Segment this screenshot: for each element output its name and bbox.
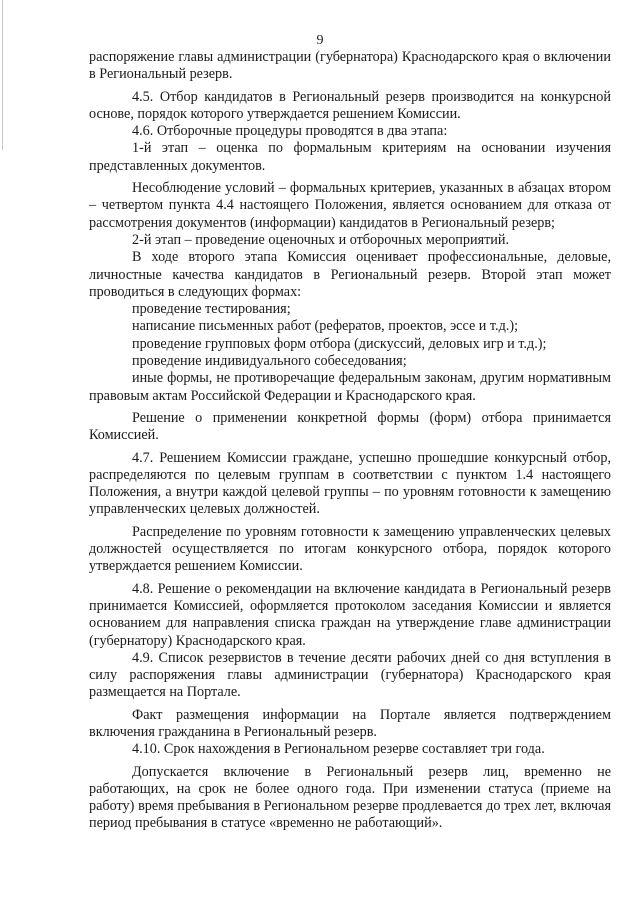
list-item-group-forms: проведение групповых форм отбора (дискуссий, деловых игр и т.д.); <box>132 335 547 352</box>
paragraph-temporary-unemployed: Допускается включение в Региональный резерв лиц, временно не работающих, на срок не более одного года. При изменении статуса (приеме на работу) время пребывания в Региональном резерве продлевается до трех лет, включая период пребывания в статусе «временно не работающий». <box>89 763 611 832</box>
list-item-other-forms: иные формы, не противоречащие федеральным законам, другим нормативным правовым актам Российской Федерации и Краснодарского края. <box>89 370 611 404</box>
paragraph-continuation: распоряжение главы администрации (губернатора) Краснодарского края о включении в Региональный резерв. <box>89 49 611 83</box>
paragraph-4-8: 4.8. Решение о рекомендации на включение кандидата в Региональный резерв принимается Комиссией, оформляется протоколом заседания Комиссии и является основанием для направления списка граждан на утверждение главе администрации (губернатору) Краснодарского края. <box>89 580 611 649</box>
list-item-written-works: написание письменных работ (рефератов, проектов, эссе и т.д.); <box>132 318 519 335</box>
document-body <box>89 49 611 833</box>
scan-edge-line <box>2 0 3 150</box>
paragraph-portal-fact: Факт размещения информации на Портале является подтверждением включения гражданина в Региональный резерв. <box>89 706 611 740</box>
list-item-testing: проведение тестирования; <box>132 301 291 318</box>
paragraph-stage-2: 2-й этап – проведение оценочных и отборочных мероприятий. <box>132 231 510 248</box>
paragraph-form-decision: Решение о применении конкретной формы (форм) отбора принимается Комиссией. <box>89 409 611 444</box>
paragraph-second-stage-forms: В ходе второго этапа Комиссия оценивает профессиональные, деловые, личностные качества кандидатов в Региональный резерв. Второй этап может проводиться в следующих формах: <box>89 249 611 300</box>
paragraph-distribution: Распределение по уровням готовности к замещению управленческих целевых должностей осуществляется по итогам конкурсного отбора, порядок которого утверждается решением Комиссии. <box>89 523 611 575</box>
list-item-interview: проведение индивидуального собеседования; <box>132 353 407 370</box>
paragraph-4-6: 4.6. Отборочные процедуры проводятся в два этапа: <box>132 123 448 140</box>
page-number: 9 <box>316 33 324 48</box>
paragraph-4-5: 4.5. Отбор кандидатов в Региональный резерв производится на конкурсной основе, порядок которого утверждается решением Комиссии. <box>89 88 611 122</box>
paragraph-stage-1: 1-й этап – оценка по формальным критериям на основании изучения представленных документов. <box>89 140 611 174</box>
paragraph-4-7: 4.7. Решением Комиссии граждане, успешно прошедшие конкурсный отбор, распределяются по целевым группам в соответствии с пунктом 1.4 настоящего Положения, а внутри каждой целевой группы – по уровням готовности к замещению управленческих целевых должностей. <box>89 449 611 518</box>
paragraph-4-10: 4.10. Срок нахождения в Региональном резерве составляет три года. <box>132 741 545 758</box>
paragraph-noncompliance: Несоблюдение условий – формальных критериев, указанных в абзацах втором – четвертом пункта 4.4 настоящего Положения, является основанием для отказа от рассмотрения документов (информации) кандидатов в Региональный резерв; <box>89 180 611 231</box>
paragraph-4-9: 4.9. Список резервистов в течение десяти рабочих дней со дня вступления в силу распоряжения главы администрации (губернатора) Краснодарского края размещается на Портале. <box>89 649 611 701</box>
